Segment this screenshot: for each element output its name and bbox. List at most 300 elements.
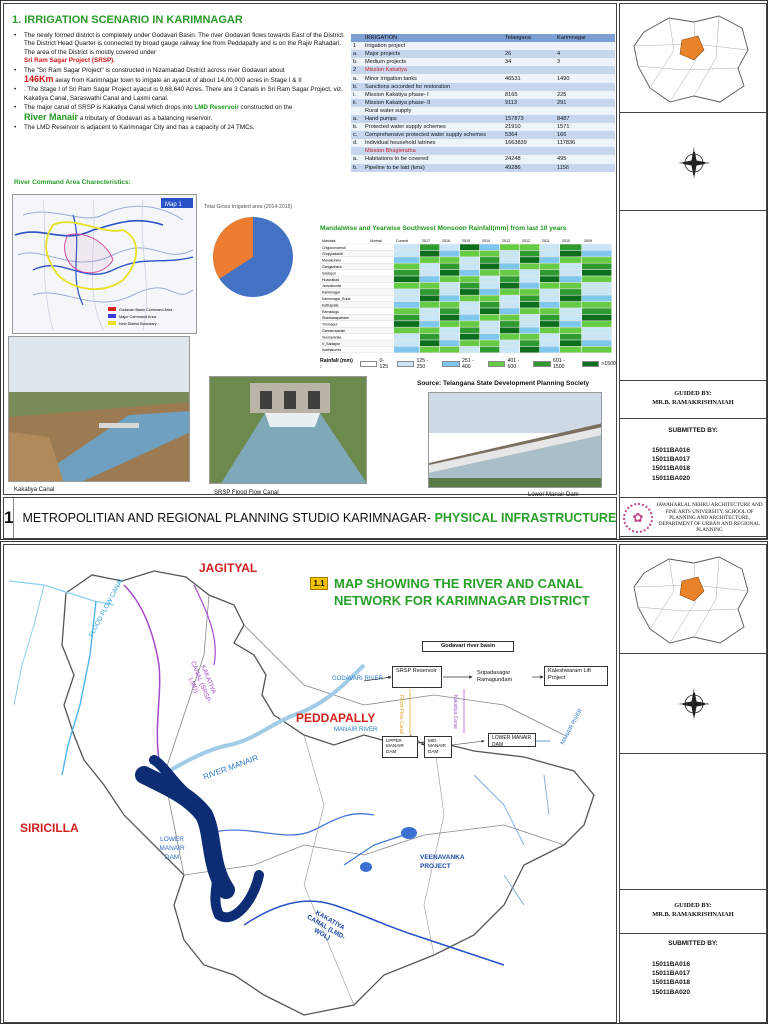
flow-kaleshwaram: Kaleshwaram Lift Project <box>544 666 608 686</box>
rain-cell <box>480 257 499 263</box>
table-cell: b. <box>351 83 363 91</box>
table-row <box>351 42 615 50</box>
rain-cell <box>540 289 559 295</box>
table-cell: Pipeline to be laid (kms) <box>363 164 503 172</box>
map-title: MAP SHOWING THE RIVER AND CANAL NETWORK FOR KARIMNAGAR DISTRICT <box>334 576 590 608</box>
rain-cell <box>440 283 459 289</box>
place-siricilla: SIRICILLA <box>20 821 79 835</box>
rain-cell <box>520 264 539 270</box>
rain-cell <box>394 276 419 282</box>
table-cell: 2 <box>351 66 363 74</box>
table-cell: 4 <box>555 50 615 58</box>
rainfall-legend-label: Rainfall (mm) : <box>320 358 353 370</box>
table-cell: 5364 <box>503 131 555 139</box>
rain-cell <box>394 244 419 250</box>
compass-e: E <box>705 161 709 166</box>
label-kakatiya-srsp: KAKATIYA CANAL (SRSP-LMD) <box>187 660 218 705</box>
rain-cell <box>520 244 539 250</box>
command-area-title: River Command Area Charecteristics: <box>14 179 131 186</box>
table-row <box>351 155 615 163</box>
rain-cell <box>582 257 611 263</box>
rain-cell <box>500 257 519 263</box>
table-row <box>351 164 615 172</box>
rain-cell <box>460 321 479 327</box>
rain-cell <box>480 321 499 327</box>
rain-header-cell: 2015 <box>462 239 470 243</box>
rain-cell <box>480 347 499 353</box>
rain-cell <box>560 276 581 282</box>
table-cell: a. <box>351 115 363 123</box>
rain-cell <box>420 340 439 346</box>
rain-cell <box>420 276 439 282</box>
rain-cell <box>480 302 499 308</box>
rain-cell <box>420 270 439 276</box>
student-id: 15011BA018 <box>652 979 690 987</box>
flow-godavari-river-label: GODAVARI RIVER <box>332 676 383 682</box>
rain-cell <box>440 334 459 340</box>
table-row <box>351 74 615 82</box>
table-row <box>351 91 615 99</box>
rain-cell <box>440 296 459 302</box>
compass-s: S <box>691 174 695 179</box>
side-panel-1 <box>619 3 767 537</box>
table-cell: d. <box>351 139 363 147</box>
rain-cell <box>500 315 519 321</box>
rain-mandal-name: Kothapalle <box>322 303 339 308</box>
legend-label-1: 0-125 <box>379 358 389 370</box>
rain-cell <box>440 289 459 295</box>
rain-cell <box>520 251 539 257</box>
guide-box <box>620 889 766 933</box>
label-river-manair: RIVER MANAIR <box>202 753 260 782</box>
table-cell: 34 <box>503 58 555 66</box>
rain-cell <box>582 308 611 314</box>
label-flood-flow-canal: FLOOD FLOW CANAL <box>88 576 126 639</box>
place-jagityal: JAGITYAL <box>199 561 258 575</box>
rain-cell <box>500 302 519 308</box>
rain-cell <box>480 276 499 282</box>
rain-cell <box>540 302 559 308</box>
rain-cell <box>394 251 419 257</box>
bullet-list <box>14 32 349 133</box>
compass-e: E <box>705 702 709 707</box>
irrigation-table <box>351 34 615 172</box>
telangana-locator-map <box>624 10 762 110</box>
compass-n: N <box>691 148 695 153</box>
rain-cell <box>540 334 559 340</box>
rain-cell <box>560 283 581 289</box>
rain-cell <box>460 289 479 295</box>
table-cell: 495 <box>555 155 615 163</box>
rain-cell <box>420 264 439 270</box>
table-cell: 166 <box>555 131 615 139</box>
rain-cell <box>500 321 519 327</box>
rain-cell <box>394 308 419 314</box>
rain-cell <box>582 321 611 327</box>
table-cell: b. <box>351 58 363 66</box>
table-cell: Hand pumps <box>363 115 503 123</box>
table-cell: 8165 <box>503 91 555 99</box>
table-cell: 26 <box>503 50 555 58</box>
rain-cell <box>520 296 539 302</box>
table-cell: Mission Kakatiya phase- I <box>363 91 503 99</box>
table-cell <box>351 147 363 155</box>
rain-cell <box>394 340 419 346</box>
rain-mandal-name: V_Saidapur <box>322 341 341 346</box>
rainfall-table <box>320 236 612 354</box>
compass-w: W <box>679 702 684 707</box>
rain-cell <box>540 347 559 353</box>
rain-cell <box>460 244 479 250</box>
title-bar <box>3 497 617 539</box>
rain-cell <box>440 244 459 250</box>
guide-box <box>620 380 766 418</box>
rain-cell <box>420 347 439 353</box>
rain-cell <box>440 321 459 327</box>
table-cell: 24248 <box>503 155 555 163</box>
rain-cell <box>480 264 499 270</box>
table-cell: Individual household latrines <box>363 139 503 147</box>
rain-cell <box>582 347 611 353</box>
university-logo-box <box>619 497 767 539</box>
bullet-4: • The major canal of SRSP is Kakatiya Canal which drops into LMD Reservoir constructed on the River Manair a tributary of Godavari as a balancing reservoir. <box>14 104 349 123</box>
legend-swatch-3 <box>442 361 460 367</box>
rain-cell <box>500 340 519 346</box>
rain-cell <box>540 251 559 257</box>
rain-cell <box>460 340 479 346</box>
rain-cell <box>560 328 581 334</box>
rain-cell <box>420 296 439 302</box>
rain-cell <box>394 283 419 289</box>
label-kakatiya-lmd: KAKATIYA CANAL (LMD-WGL) <box>305 909 347 942</box>
flow-flood-canal: Flood Flow Canal <box>398 695 404 734</box>
rain-cell <box>440 251 459 257</box>
rain-cell <box>582 270 611 276</box>
table-cell <box>555 107 615 115</box>
rain-cell <box>394 347 419 353</box>
rain-cell <box>540 340 559 346</box>
bullet-3: • . The Stage I of Sri Ram Sagar Project ayacut is 9,68,640 Acres. There are 3 Canals in Sri Ram Sagar Project, viz. Kakatiya Canal, Saraswathi Canal and Laxmi canal. <box>14 86 349 103</box>
caption-srsp: SRSP Flood Flow Canal <box>214 490 279 496</box>
sheet-river-canal-map <box>0 541 768 1024</box>
rain-cell <box>560 308 581 314</box>
rain-cell <box>394 328 419 334</box>
rain-cell <box>420 321 439 327</box>
rain-cell <box>460 308 479 314</box>
rain-cell <box>460 302 479 308</box>
rain-cell <box>540 270 559 276</box>
compass-icon <box>676 145 712 181</box>
rain-cell <box>500 289 519 295</box>
rain-cell <box>420 302 439 308</box>
rain-cell <box>520 328 539 334</box>
rain-cell <box>480 340 499 346</box>
student-id: 15011BA018 <box>652 465 690 473</box>
table-row <box>351 147 615 155</box>
table-cell: Mission Kakatiya <box>363 66 503 74</box>
rain-cell <box>394 315 419 321</box>
rain-cell <box>460 283 479 289</box>
rain-cell <box>582 315 611 321</box>
compass-box <box>620 112 766 210</box>
table-cell: i. <box>351 91 363 99</box>
rain-cell <box>520 276 539 282</box>
table-cell <box>503 107 555 115</box>
bullet-1: • The newly formed district is completely under Godavari Basin. The river Godavari flows towards East of the District. The District Head Quarter is connected by broad gauge railway line from Peddapally and is on the Rajiv Rahadari. The area of the District is mostly covered under Sri Ram Sagar Project (SRSP). <box>14 32 349 66</box>
table-cell <box>555 147 615 155</box>
rain-cell <box>460 251 479 257</box>
rain-cell <box>520 334 539 340</box>
rain-cell <box>420 334 439 340</box>
table-cell: 291 <box>555 99 615 107</box>
rainfall-grid <box>320 236 612 354</box>
rain-header-cell: 2014 <box>482 239 490 243</box>
rain-mandal-name: Saidapur <box>322 271 337 276</box>
table-cell: Comprehensive protected water supply schemes <box>363 131 503 139</box>
rain-cell <box>520 302 539 308</box>
main-panel <box>3 3 617 498</box>
map-tag: Map 1 <box>165 202 182 208</box>
rain-cell <box>500 328 519 334</box>
rain-cell <box>420 283 439 289</box>
table-cell: 117836 <box>555 139 615 147</box>
legend-label-3: 251 - 400 <box>461 358 474 370</box>
rain-cell <box>540 315 559 321</box>
student-id: 15011BA016 <box>652 961 690 968</box>
rain-cell <box>460 347 479 353</box>
table-row <box>351 107 615 115</box>
table-cell: 225 <box>555 91 615 99</box>
table-cell: 46531 <box>503 74 555 82</box>
legend-label-2: 125 - 250 <box>416 358 429 370</box>
guide-name: MR.B. RAMAKRISHNAIAH <box>652 911 734 918</box>
section-heading: 1. IRRIGATION SCENARIO IN KARIMNAGAR <box>12 14 243 26</box>
rain-cell <box>440 340 459 346</box>
rain-header-cell: Normal <box>370 239 382 243</box>
compass-box <box>620 653 766 753</box>
rain-cell <box>520 308 539 314</box>
table-cell <box>503 83 555 91</box>
legend-swatch-1 <box>360 361 378 367</box>
rain-mandal-name: Ilanthakunta <box>322 348 342 353</box>
rain-cell <box>582 276 611 282</box>
rain-cell <box>520 289 539 295</box>
rain-cell <box>500 308 519 314</box>
rain-cell <box>440 276 459 282</box>
rain-cell <box>540 276 559 282</box>
rain-cell <box>520 321 539 327</box>
rain-cell <box>582 340 611 346</box>
rain-cell <box>420 308 439 314</box>
submitted-by-label: SUBMITTED BY: <box>668 427 718 434</box>
rain-cell <box>582 334 611 340</box>
rain-mandal-name: Choppadandi <box>322 252 343 257</box>
rain-cell <box>560 296 581 302</box>
rain-cell <box>480 244 499 250</box>
table-row <box>351 83 615 91</box>
rain-cell <box>480 328 499 334</box>
rain-cell <box>540 264 559 270</box>
legend-swatch-5 <box>533 361 551 367</box>
map-legend-2: Major Command Area <box>119 315 156 319</box>
table-row <box>351 131 615 139</box>
pie-caption: Total Gross Irrigated area (2014-2015) <box>204 204 293 210</box>
table-cell: Rural water supply <box>363 107 503 115</box>
rain-cell <box>460 276 479 282</box>
table-cell <box>555 66 615 74</box>
flow-manair-river-label: MANAIR RIVER <box>334 727 378 733</box>
rain-cell <box>560 321 581 327</box>
table-row <box>351 66 615 74</box>
rain-cell <box>500 270 519 276</box>
rain-header-cell: Mandals <box>322 239 336 243</box>
table-cell: 1663839 <box>503 139 555 147</box>
legend-label-6: >1500 <box>601 361 616 367</box>
table-row <box>351 123 615 131</box>
rain-cell <box>582 283 611 289</box>
rain-cell <box>520 315 539 321</box>
table-cell: 1156 <box>555 164 615 172</box>
rain-cell <box>420 328 439 334</box>
label-lower-manair: LOWER MANAIR DAM <box>159 836 185 861</box>
table-header-row <box>351 34 615 42</box>
rain-header-cell: 2013 <box>502 239 510 243</box>
rain-mandal-name: Ganneruvaram <box>322 329 346 333</box>
table-cell: 21910 <box>503 123 555 131</box>
rain-cell <box>560 302 581 308</box>
table-row <box>351 58 615 66</box>
rain-cell <box>540 257 559 263</box>
table-cell: 49286 <box>503 164 555 172</box>
label-veenavanka: VEENAVANKA PROJECT <box>420 854 465 870</box>
submitted-box <box>620 933 766 1024</box>
table-cell <box>351 34 363 42</box>
rain-cell <box>582 264 611 270</box>
rainfall-legend <box>320 358 616 370</box>
rain-header-cell: 2016 <box>442 239 450 243</box>
university-name: JAWAHARLAL NEHRU ARCHITECTURE AND FINE ARTS UNIVERSITY, SCHOOL OF PLANNING AND ARCHITECTURE, DEPARTMENT OF URBAN AND REGIONAL PLANNING <box>656 502 763 534</box>
legend-label-5: 601 - 1500 <box>553 358 565 370</box>
district-map <box>4 545 616 1022</box>
rain-mandal-name: Jammikunta <box>322 284 341 289</box>
rain-cell <box>440 308 459 314</box>
rain-cell <box>540 308 559 314</box>
rain-cell <box>540 283 559 289</box>
rainfall-title: Mandalwise and Yearwise Southwest Monsoon Rainfall(mm) from last 10 years <box>320 225 567 232</box>
table-cell: a. <box>351 74 363 82</box>
compass-w: W <box>679 161 684 166</box>
table-row <box>351 50 615 58</box>
rain-cell <box>460 328 479 334</box>
photo-kakatiya-canal <box>8 336 190 482</box>
table-cell: Minor irrigation tanks <box>363 74 503 82</box>
table-cell: c. <box>351 131 363 139</box>
rain-cell <box>460 264 479 270</box>
table-cell: ii. <box>351 99 363 107</box>
rain-cell <box>500 334 519 340</box>
rain-cell <box>500 264 519 270</box>
student-id: 15011BA017 <box>652 456 690 464</box>
rain-cell <box>440 328 459 334</box>
flow-srsp: SRSP Reservoir <box>392 666 442 688</box>
rain-cell <box>460 257 479 263</box>
compass-icon <box>676 686 712 722</box>
table-cell: Irrigation project <box>363 42 503 50</box>
legend-swatch-6 <box>582 361 600 367</box>
table-cell <box>503 66 555 74</box>
rain-cell <box>440 315 459 321</box>
caption-kakatiya: Kakatiya Canal <box>14 487 55 493</box>
studio-title: METROPOLITIAN AND REGIONAL PLANNING STUDIO KARIMNAGAR- PHYSICAL INFRASTRUCTURE <box>22 511 617 525</box>
table-cell: b. <box>351 164 363 172</box>
rain-cell <box>560 347 581 353</box>
legend-swatch-4 <box>488 361 506 367</box>
rain-cell <box>460 334 479 340</box>
table-cell: 1490 <box>555 74 615 82</box>
rain-cell <box>394 321 419 327</box>
rain-cell <box>420 244 439 250</box>
rain-mandal-name: Karimnagar <box>322 290 341 295</box>
table-cell: 8487 <box>555 115 615 123</box>
rain-cell <box>460 296 479 302</box>
rain-cell <box>540 321 559 327</box>
table-cell: Telangana <box>503 34 555 42</box>
rain-cell <box>540 244 559 250</box>
rain-cell <box>480 270 499 276</box>
student-id: 15011BA020 <box>652 988 690 996</box>
compass-s: S <box>691 715 695 720</box>
rain-cell <box>520 257 539 263</box>
rain-cell <box>480 308 499 314</box>
compass-n: N <box>691 689 695 694</box>
rain-header-cell: 2012 <box>522 239 530 243</box>
rain-cell <box>520 347 539 353</box>
rain-mandal-name: Veenavanka <box>322 335 342 340</box>
rain-cell <box>480 289 499 295</box>
rain-cell <box>460 270 479 276</box>
rain-cell <box>480 283 499 289</box>
map-panel <box>3 544 617 1023</box>
table-cell: 1 <box>351 42 363 50</box>
rain-mandal-name: Chigurumamidi <box>322 245 346 250</box>
rain-cell <box>500 276 519 282</box>
table-cell: 9113 <box>503 99 555 107</box>
command-area-map <box>12 194 197 334</box>
rain-header-cell: 2010 <box>562 239 570 243</box>
pie-chart <box>210 214 296 300</box>
student-ids <box>652 960 690 997</box>
map-legend-3: New District Boundary <box>119 322 157 326</box>
table-cell <box>351 107 363 115</box>
table-cell: IRRIGATION <box>363 34 503 42</box>
table-row <box>351 139 615 147</box>
flow-kakatiya: Kakatiya Canal <box>452 695 458 729</box>
table-cell: 3 <box>555 58 615 66</box>
rain-cell <box>480 334 499 340</box>
rain-cell <box>520 283 539 289</box>
sheet-number: 1 <box>4 498 14 538</box>
table-cell: a. <box>351 50 363 58</box>
rain-cell <box>560 264 581 270</box>
rain-cell <box>420 251 439 257</box>
rain-cell <box>480 315 499 321</box>
rain-mandal-name: Gangadhara <box>322 265 342 269</box>
rain-cell <box>460 315 479 321</box>
rain-cell <box>394 296 419 302</box>
legend-swatch-2 <box>397 361 415 367</box>
table-cell: Habitations to be covered <box>363 155 503 163</box>
flow-sripada: Sripadasagar Ramagundam <box>477 670 513 683</box>
